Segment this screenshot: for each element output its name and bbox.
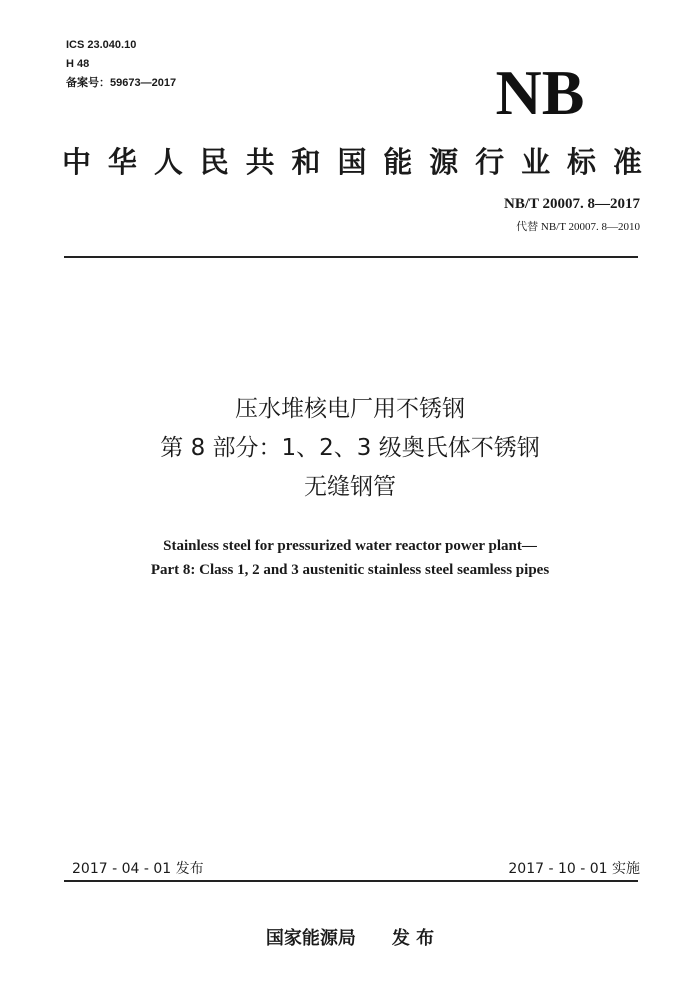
standard-type-char: 源 <box>429 145 459 179</box>
issuer-name: 国家能源局 <box>265 928 356 949</box>
standard-type-char: 和 <box>291 145 321 179</box>
nb-logo <box>466 62 614 124</box>
replaces-standard: 代替 NB/T 20007. 8—2010 <box>516 221 640 233</box>
standard-type-char: 华 <box>107 145 137 179</box>
standard-meta-block <box>66 36 176 93</box>
standard-type-char: 中 <box>62 145 92 179</box>
issuer-line <box>0 924 700 950</box>
ccs-code: H 48 <box>66 58 90 70</box>
title-cn-line-1: 压水堆核电厂用不锈钢 <box>235 396 465 422</box>
standard-type-char: 民 <box>199 145 229 179</box>
standard-type-char: 国 <box>337 145 367 179</box>
standard-type-char: 共 <box>245 145 275 179</box>
title-en-line-1: Stainless steel for pressurized water reactor power plant— <box>163 538 537 554</box>
footer-divider <box>64 880 638 882</box>
ics-code: ICS 23.040.10 <box>66 39 137 51</box>
standard-type-char: 准 <box>612 145 642 179</box>
filing-number: 备案号：59673—2017 <box>66 77 177 89</box>
standard-type-char: 业 <box>521 145 551 179</box>
nb-logo-text: NB <box>495 62 585 124</box>
standard-type-char: 行 <box>475 145 505 179</box>
standard-type-heading <box>62 140 642 181</box>
issuer-action: 发 布 <box>391 928 435 949</box>
issue-date: 2017 - 04 - 01 发布 <box>72 861 204 877</box>
title-en-line-2: Part 8: Class 1, 2 and 3 austenitic stainless steel seamless pipes <box>150 562 550 578</box>
header-divider <box>64 256 638 258</box>
standard-type-char: 能 <box>383 145 413 179</box>
standard-type-char: 标 <box>566 145 596 179</box>
standard-type-char: 人 <box>153 145 183 179</box>
title-cn-line-2: 第 8 部分：1、2、3 级奥氏体不锈钢 <box>160 435 540 461</box>
title-cn-line-3: 无缝钢管 <box>304 474 396 500</box>
standard-code: NB/T 20007. 8—2017 <box>504 196 640 212</box>
implement-date: 2017 - 10 - 01 实施 <box>508 861 640 877</box>
